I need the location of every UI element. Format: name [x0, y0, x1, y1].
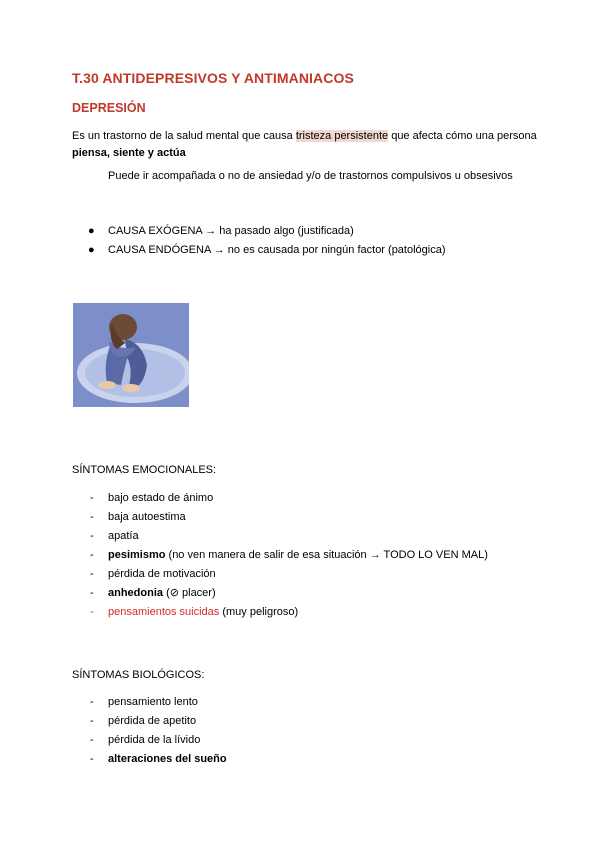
symptom-text: (no ven manera de salir de esa situación → TODO LO VEN MAL) [165, 549, 488, 561]
symptom-text: (⊘ placer) [163, 587, 216, 599]
section-heading: DEPRESIÓN [72, 101, 146, 115]
highlighted-text: tristeza persistente [295, 130, 389, 142]
list-item [90, 603, 488, 622]
dash-bullet: - [90, 696, 94, 708]
illustration-svg [73, 303, 189, 407]
intro-paragraph [72, 128, 542, 162]
biological-symptoms-label: SÍNTOMAS BIOLÓGICOS: [72, 669, 205, 681]
list-item [90, 489, 488, 508]
list-item [90, 584, 488, 603]
cause-text: CAUSA ENDÓGENA → no es causada por ningún factor (patológica) [108, 244, 446, 256]
dash-bullet: - [90, 492, 94, 504]
symptom-warning-text: pensamientos suicidas [108, 606, 220, 618]
dash-bullet: - [90, 606, 94, 618]
intro-text-2: que afecta cómo una persona [388, 130, 537, 142]
biological-symptoms-list [90, 693, 227, 769]
dash-bullet: - [90, 715, 94, 727]
emotional-symptoms-label: SÍNTOMAS EMOCIONALES: [72, 464, 217, 476]
list-item [90, 750, 227, 769]
list-item [88, 222, 446, 241]
intro-text-1: Es un trastorno de la salud mental que causa [72, 130, 296, 142]
list-item [90, 546, 488, 565]
list-item [88, 241, 446, 260]
symptom-text: apatía [108, 530, 139, 542]
intro-bold-text: piensa, siente y actúa [72, 147, 186, 159]
symptom-bold-text: anhedonia [108, 587, 164, 599]
bullet-icon: ● [88, 244, 95, 256]
symptom-bold-text: pesimismo [108, 549, 166, 561]
dash-bullet: - [90, 734, 94, 746]
emotional-symptoms-list [90, 489, 488, 622]
bullet-icon: ● [88, 225, 95, 237]
list-item [90, 712, 227, 731]
symptom-text: bajo estado de ánimo [108, 492, 214, 504]
document-title: T.30 ANTIDEPRESIVOS Y ANTIMANIACOS [72, 70, 354, 86]
dash-bullet: - [90, 753, 94, 765]
symptom-text: pensamiento lento [108, 696, 198, 708]
symptom-text: (muy peligroso) [219, 606, 299, 618]
dash-bullet: - [90, 587, 94, 599]
dash-bullet: - [90, 511, 94, 523]
list-item [90, 731, 227, 750]
cause-text: CAUSA EXÓGENA → ha pasado algo (justificada) [108, 225, 354, 237]
dash-bullet: - [90, 568, 94, 580]
symptom-text: pérdida de apetito [108, 715, 197, 727]
causes-list [88, 222, 446, 260]
symptom-text: pérdida de la lívido [108, 734, 201, 746]
dash-bullet: - [90, 530, 94, 542]
list-item [90, 693, 227, 712]
list-item [90, 508, 488, 527]
symptom-bold-text: alteraciones del sueño [108, 753, 227, 765]
dash-bullet: - [90, 549, 94, 561]
indented-note: Puede ir acompañada o no de ansiedad y/o de trastornos compulsivos u obsesivos [108, 170, 513, 182]
symptom-text: pérdida de motivación [108, 568, 216, 580]
symptom-text: baja autoestima [108, 511, 186, 523]
depressed-person-illustration [73, 303, 189, 407]
list-item [90, 565, 488, 584]
list-item [90, 527, 488, 546]
